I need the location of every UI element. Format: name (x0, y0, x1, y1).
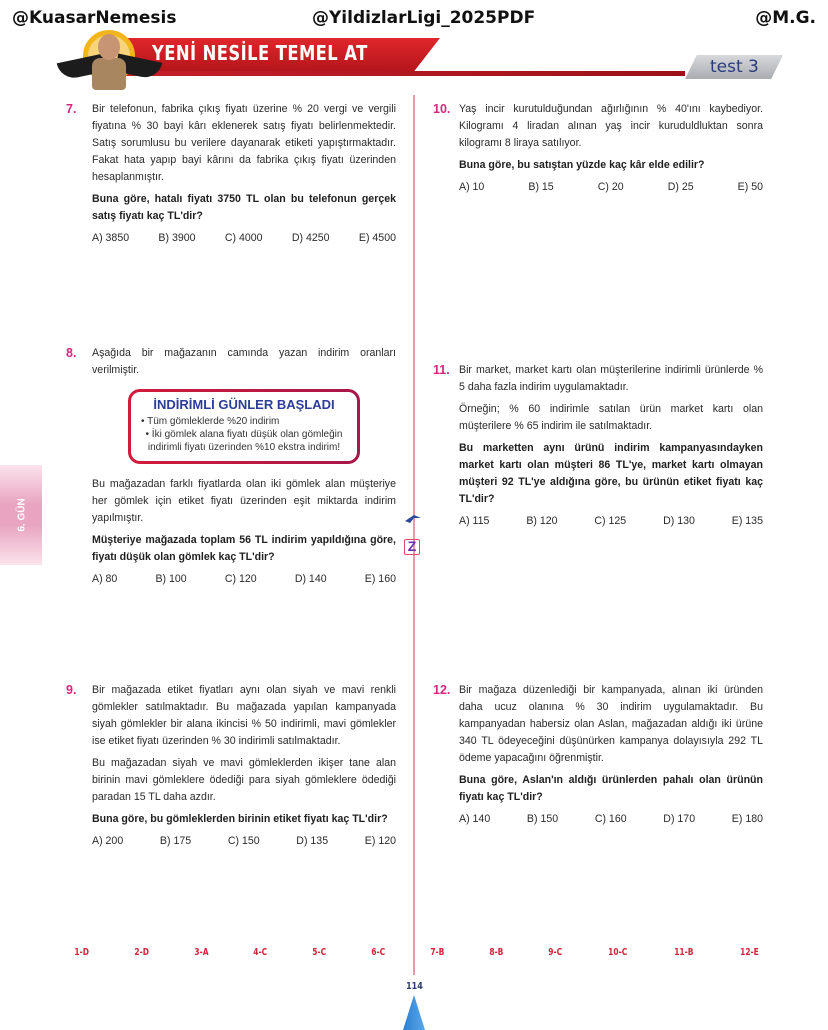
answer-key-item: 9-C (548, 947, 563, 958)
choice-e[interactable]: E) 180 (731, 813, 763, 825)
choice-d[interactable]: D) 135 (296, 835, 329, 847)
question-text: Bu mağazadan farklı fiyatlarda olan iki gömlek alan müşteriye her gömlek için etiket fiyatı üzerinden eşit miktarda indirim yapılmıştır. (92, 478, 396, 524)
answer-key-item: 2-D (134, 947, 149, 958)
answer-key-item: 5-C (312, 947, 327, 958)
question-stem: Buna göre, hatalı fiyatı 3750 TL olan bu telefonun gerçek satış fiyatı kaç TL'dir? (92, 193, 396, 222)
choice-c[interactable]: C) 160 (594, 813, 627, 825)
avatar-body (92, 58, 126, 90)
answer-key-item: 8-B (489, 947, 504, 958)
answer-key (72, 947, 762, 958)
test-label: test 3 (710, 57, 759, 77)
choice-c[interactable]: C) 150 (227, 835, 260, 847)
mascot-avatar-icon (58, 30, 148, 105)
choice-c[interactable]: C) 120 (224, 573, 257, 585)
watermark-center: @YildizlarLigi_2025PDF (312, 8, 536, 28)
choice-d[interactable]: D) 4250 (291, 232, 330, 244)
watermark-right: @M.G. (755, 8, 816, 28)
question-number: 11. (433, 363, 450, 377)
choice-b[interactable]: B) 100 (155, 573, 187, 585)
choice-d[interactable]: D) 130 (663, 515, 695, 527)
choice-d[interactable]: D) 25 (667, 181, 694, 193)
choice-b[interactable]: B) 120 (526, 515, 558, 527)
choice-c[interactable]: C) 125 (594, 515, 627, 527)
header-banner (30, 30, 820, 100)
question-10 (433, 101, 763, 196)
day-side-tab (0, 465, 42, 565)
question-text: Bu mağazadan siyah ve mavi gömleklerden ikişer tane alan birinin mavi gömleklere ödediği para siyah gömleklere ödediği paradan 15 TL daha azdır. (92, 757, 396, 803)
answer-key-item: 3-A (194, 947, 209, 958)
question-stem: Buna göre, bu gömleklerden birinin etiket fiyatı kaç TL'dir? (92, 813, 388, 825)
question-text: Bir market, market kartı olan müşterilerine indirimli ürünlerde % 5 daha fazla indirim uygulamaktadır. (459, 364, 763, 393)
answer-choices (92, 833, 396, 850)
choice-c[interactable]: C) 20 (597, 181, 624, 193)
watermark-left: @KuasarNemesis (12, 8, 177, 28)
answer-choices (459, 811, 763, 828)
choice-e[interactable]: E) 135 (731, 515, 763, 527)
page-number: 114 (406, 981, 423, 992)
question-number: 12. (433, 683, 451, 697)
answer-key-item: 10-C (608, 947, 628, 958)
answer-key-item: 6-C (371, 947, 386, 958)
answer-key-item: 1-D (74, 947, 89, 958)
day-label: 6. GÜN (16, 498, 28, 532)
choice-b[interactable]: B) 150 (526, 813, 559, 825)
question-text: Bir mağaza düzenlediği bir kampanyada, alınan iki üründen daha ucuz olanına % 30 indirim uygulamaktadır. Bu kampanyadan habersiz olan Aslan, mağazadan aldığı iki ürüne 340 TL ödeyeceğini düşünürken kampanya dolayısıyla 292 TL ödeme yapacağını öğrenmiştir. (459, 684, 763, 764)
question-stem: Buna göre, bu satıştan yüzde kaç kâr elde edilir? (459, 159, 705, 171)
question-11 (433, 362, 763, 530)
question-number: 10. (433, 102, 451, 116)
question-stem: Bu marketten aynı ürünü indirim kampanyasındayken market kartı olan müşteri 86 TL'ye, market kartı olmayan müşteri 92 TL'ye aldığına göre, bu ürünün etiket fiyatı kaç TL'dir? (459, 442, 763, 505)
choice-b[interactable]: B) 15 (528, 181, 554, 193)
question-8 (66, 345, 396, 588)
choice-b[interactable]: B) 175 (159, 835, 192, 847)
choice-a[interactable]: A) 200 (92, 835, 124, 847)
discount-sign (128, 389, 360, 464)
choice-a[interactable]: A) 3850 (92, 232, 130, 244)
choice-e[interactable]: E) 120 (364, 835, 396, 847)
sign-item: • Tüm gömleklerde %20 indirim (141, 416, 280, 427)
answer-key-item: 11-B (674, 947, 694, 958)
page-arrow-icon (403, 995, 425, 1030)
answer-key-item: 7-B (430, 947, 445, 958)
choice-c[interactable]: C) 4000 (224, 232, 263, 244)
answer-choices (92, 571, 396, 588)
z-logo-icon: Z (404, 539, 420, 555)
avatar-head (98, 34, 120, 60)
choice-a[interactable]: A) 115 (459, 515, 490, 527)
watermark-bar (0, 8, 828, 32)
divider-logos (404, 512, 424, 555)
question-7 (66, 101, 396, 247)
choice-e[interactable]: E) 50 (737, 181, 763, 193)
question-number: 8. (66, 346, 77, 360)
answer-choices (92, 230, 396, 247)
question-9 (66, 682, 396, 850)
choice-a[interactable]: A) 140 (459, 813, 491, 825)
answer-choices (459, 179, 763, 196)
answer-choices (459, 513, 763, 530)
choice-e[interactable]: E) 4500 (358, 232, 396, 244)
answer-key-item: 4-C (253, 947, 268, 958)
sign-item: • İki gömlek alana fiyatı düşük olan gömleğin indirimli fiyatı üzerinden %10 ekstra indirim! (145, 429, 343, 453)
banner-underline (100, 71, 685, 76)
choice-e[interactable]: E) 160 (364, 573, 396, 585)
question-intro: Aşağıda bir mağazanın camında yazan indirim oranları verilmiştir. (92, 347, 396, 376)
choice-a[interactable]: A) 80 (92, 573, 118, 585)
question-12 (433, 682, 763, 828)
sign-title: İNDİRİMLİ GÜNLER BAŞLADI (153, 397, 335, 412)
choice-d[interactable]: D) 140 (294, 573, 327, 585)
question-stem: Müşteriye mağazada toplam 56 TL indirim yapıldığına göre, fiyatı düşük olan gömlek kaç TL'dir? (92, 534, 396, 563)
question-number: 7. (66, 102, 77, 116)
question-text: Bir mağazada etiket fiyatları aynı olan siyah ve mavi renkli gömlekler satılmaktadır. Bu mağazada yapılan kampanyada siyah gömlekler bir alana ikincisi % 50 indirimli, mavi gömlekler ise etiket fiyatı üzerinden % 30 indirimli satılmaktadır. (92, 684, 396, 747)
banner-title: YENİ NESİLE TEMEL AT (152, 41, 368, 65)
question-text: Örneğin; % 60 indirimle satılan ürün market kartı olan müşterilere % 65 indirim ile satılmaktadır. (459, 403, 763, 432)
choice-d[interactable]: D) 170 (663, 813, 696, 825)
question-number: 9. (66, 683, 77, 697)
choice-b[interactable]: B) 3900 (158, 232, 196, 244)
answer-key-item: 12-E (740, 947, 759, 958)
question-text: Bir telefonun, fabrika çıkış fiyatı üzerine % 20 vergi ve vergili fiyatına % 30 bayi kârı eklenerek satış fiyatı belirlenmektedir. Satış sorumlusu bu verilere dayanarak etiketi yapıştırmaktadır. Fakat hata yapıp bayi kârını da fabrika çıkış fiyatı üzerinden hesaplanmıştır. (92, 103, 396, 183)
question-text: Yaş incir kurutulduğundan ağırlığının % 40'ını kaybediyor. Kilogramı 4 liradan alınan yaş incir kuruduldluktan sonra kilogramı 8 liraya satılıyor. (459, 103, 763, 149)
bird-logo-icon (404, 512, 422, 524)
choice-a[interactable]: A) 10 (459, 181, 485, 193)
question-stem: Buna göre, Aslan'ın aldığı ürünlerden pahalı olan ürünün fiyatı kaç TL'dir? (459, 774, 763, 803)
